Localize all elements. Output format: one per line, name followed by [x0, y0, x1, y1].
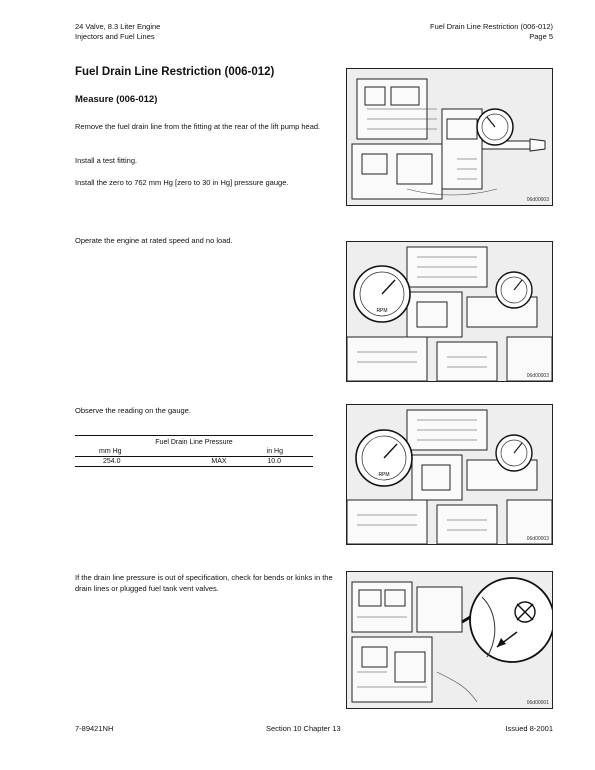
- figure-observe-gauge: [346, 404, 553, 545]
- dial-rpm-label: RPM: [378, 472, 390, 478]
- footer-issued: Issued 8-2001: [505, 724, 553, 733]
- spec-col-mm: mm Hg: [99, 448, 122, 455]
- step-operate-engine: Operate the engine at rated speed and no load.: [75, 236, 233, 245]
- figure-code: 06d00003: [526, 536, 549, 542]
- spec-value-mm: 254.0: [103, 458, 121, 465]
- page-subtitle: Measure (006-012): [75, 94, 158, 105]
- figure-operate-engine: [346, 241, 553, 382]
- spec-col-in: in Hg: [266, 448, 283, 455]
- step-install-fitting: Install a test fitting.: [75, 156, 138, 165]
- figure-code: 06d00003: [526, 373, 549, 379]
- page-title: Fuel Drain Line Restriction (006-012): [75, 66, 275, 78]
- header-page: Page 5: [529, 32, 553, 41]
- figure-check-vent-valves: [346, 571, 553, 709]
- figure-code: 06d00003: [526, 197, 549, 203]
- step-install-gauge: Install the zero to 762 mm Hg [zero to 30 in Hg] pressure gauge.: [75, 178, 289, 187]
- running-header-left: [75, 22, 160, 42]
- spec-value-limit: MAX: [211, 458, 227, 465]
- step-check-drain-lines: If the drain line pressure is out of specification, check for bends or kinks in the drain lines or plugged fuel tank vent valves.: [75, 573, 333, 593]
- figure-drain-line-fitting: [346, 68, 553, 206]
- step-observe-gauge: Observe the reading on the gauge.: [75, 406, 191, 415]
- figure-code: 06d00001: [526, 700, 549, 706]
- running-header-right: [430, 22, 553, 42]
- spec-table-title: Fuel Drain Line Pressure: [155, 439, 233, 446]
- spec-table: [75, 435, 313, 467]
- footer-part-number: 7-89421NH: [75, 724, 114, 733]
- header-topic: Fuel Drain Line Restriction (006-012): [430, 22, 553, 31]
- dial-rpm-label: RPM: [376, 308, 388, 314]
- header-chapter: Injectors and Fuel Lines: [75, 32, 155, 41]
- step-remove-drain-line: Remove the fuel drain line from the fitting at the rear of the lift pump head.: [75, 122, 321, 131]
- footer-section: Section 10 Chapter 13: [266, 724, 341, 733]
- spec-value-in: 10.0: [267, 458, 281, 465]
- header-engine: 24 Valve, 8.3 Liter Engine: [75, 22, 161, 31]
- table-row: [75, 457, 313, 467]
